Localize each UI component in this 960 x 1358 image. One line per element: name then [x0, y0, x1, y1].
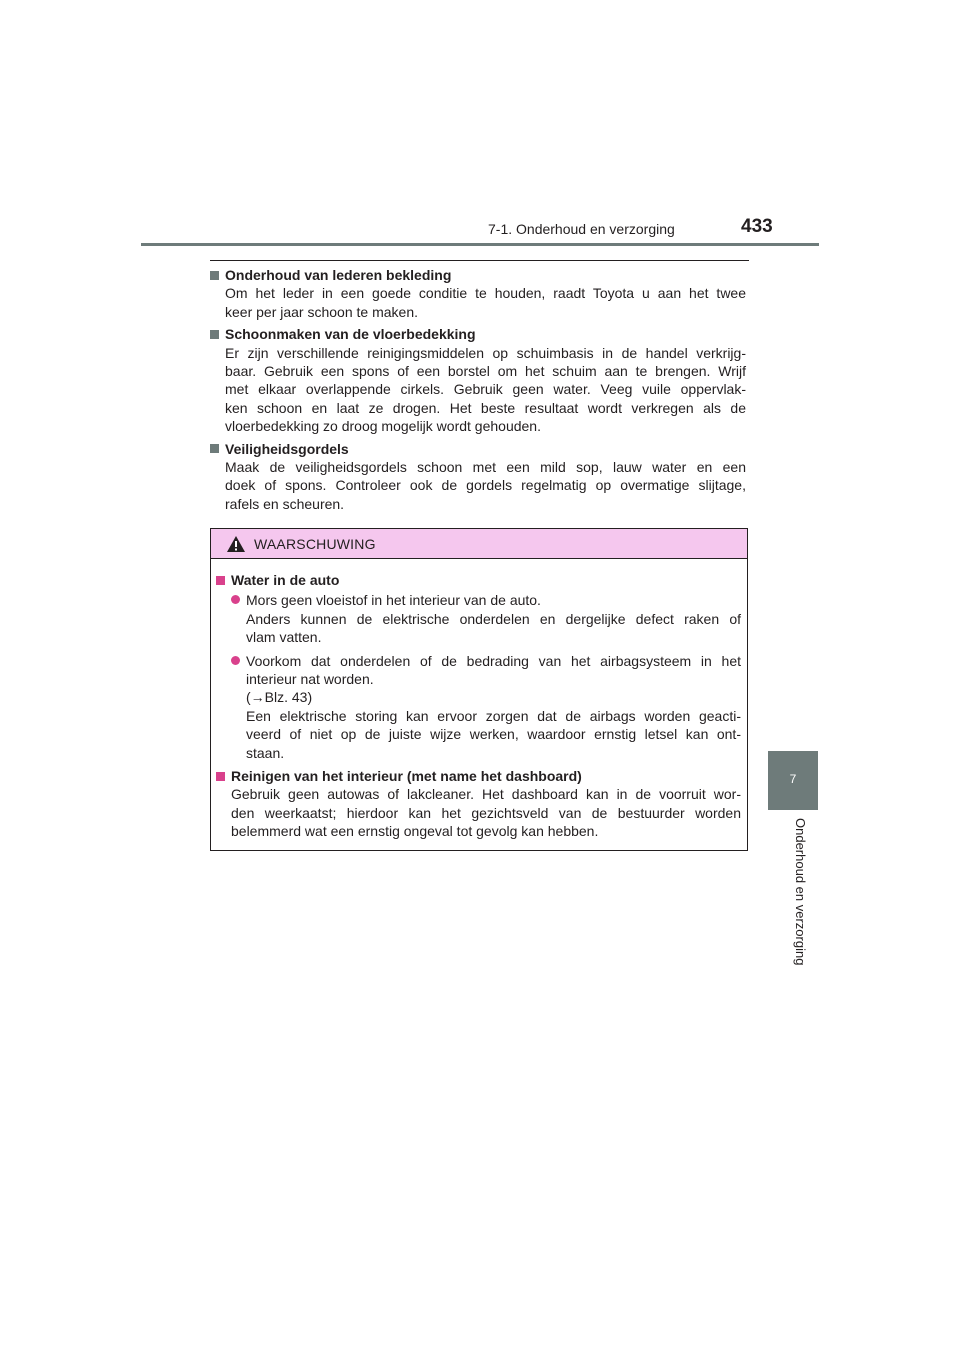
page-header-section: 7-1. Onderhoud en verzorging: [488, 221, 675, 237]
round-bullet-icon: [231, 656, 240, 665]
page-reference-link[interactable]: (→Blz. 43): [246, 689, 313, 706]
warning-box: [210, 528, 748, 851]
warning-bullet: [231, 591, 741, 646]
text-line: staan.: [246, 744, 285, 761]
text-line: Mors geen vloeistof in het interieur van de auto.: [246, 592, 541, 609]
warning-body: [211, 559, 747, 841]
text-line: ken schoon en laat ze drogen. Het beste resultaat wordt verkregen als de: [225, 399, 746, 416]
text-line: interieur nat worden.: [246, 671, 374, 688]
warning-section-title: Water in de auto: [231, 572, 340, 588]
text-line: Er zijn verschillende reinigingsmiddelen op schuimbasis in de handel verkrijg-: [225, 344, 746, 361]
text-line: Om het leder in een goede conditie te houden, raadt Toyota u aan het twee: [225, 285, 746, 302]
text-line: Gebruik geen autowas of lakcleaner. Het dashboard kan in de voorruit wor-: [231, 786, 741, 803]
text-line: baar. Gebruik een spons of een borstel om het schuim aan te brengen. Wrijf: [225, 363, 746, 380]
text-line: Voorkom dat onderdelen of de bedrading van het airbagsysteem in het: [246, 652, 741, 669]
warning-section-water: [216, 571, 741, 762]
content-top-rule: [210, 260, 749, 261]
square-bullet-icon: [216, 576, 225, 585]
header-rule: [141, 243, 819, 246]
section-leather-care: [210, 266, 746, 321]
text-line: den weerkaatst; hierdoor kan het gezichtsveld van de bestuurder worden: [231, 804, 741, 821]
square-bullet-icon: [210, 444, 219, 453]
chapter-tab: [768, 751, 818, 810]
text-line: rafels en scheuren.: [225, 495, 345, 512]
section-carpet-cleaning: [210, 325, 746, 435]
square-bullet-icon: [210, 330, 219, 339]
text-line: vlam vatten.: [246, 629, 322, 646]
chapter-tab-number: 7: [789, 772, 797, 786]
square-bullet-icon: [210, 271, 219, 280]
round-bullet-icon: [231, 595, 240, 604]
warning-header: [211, 529, 747, 559]
warning-triangle-icon: [226, 535, 246, 553]
main-content: [210, 266, 746, 517]
text-line: keer per jaar schoon te maken.: [225, 303, 418, 320]
section-title: Veiligheidsgordels: [225, 440, 349, 457]
text-line: belemmerd wat een ernstig ongeval tot gevolg kan hebben.: [231, 823, 599, 840]
text-line: Maak de veiligheidsgordels schoon met een mild sop, lauw water en een: [225, 459, 746, 476]
warning-section-title: Reinigen van het interieur (met name het dashboard): [231, 768, 582, 785]
text-line: doek of spons. Controleer ook de gordels regelmatig op overmatige slijtage,: [225, 477, 746, 494]
warning-section-dashboard: [216, 767, 741, 841]
square-bullet-icon: [216, 772, 225, 781]
warning-bullet: [231, 652, 741, 762]
warning-title: WAARSCHUWING: [254, 535, 376, 552]
text-line: vloerbedekking zo droog mogelijk wordt gehouden.: [225, 418, 541, 435]
text-line: met elkaar overlappende cirkels. Gebruik geen water. Veeg vuile oppervlak-: [225, 381, 746, 398]
text-line: Een elektrische storing kan ervoor zorgen dat de airbags worden geacti-: [246, 707, 741, 724]
section-seat-belts: [210, 440, 746, 514]
page-number: 433: [741, 216, 773, 237]
section-title: Schoonmaken van de vloerbedekking: [225, 326, 476, 343]
text-line: veerd of niet op de juiste wijze werken, waardoor ernstig letsel kan ont-: [246, 726, 741, 743]
chapter-side-label: Onderhoud en verzorging: [793, 818, 808, 966]
text-line: Anders kunnen de elektrische onderdelen en dergelijke defect raken of: [246, 610, 741, 627]
section-title: Onderhoud van lederen bekleding: [225, 267, 452, 283]
